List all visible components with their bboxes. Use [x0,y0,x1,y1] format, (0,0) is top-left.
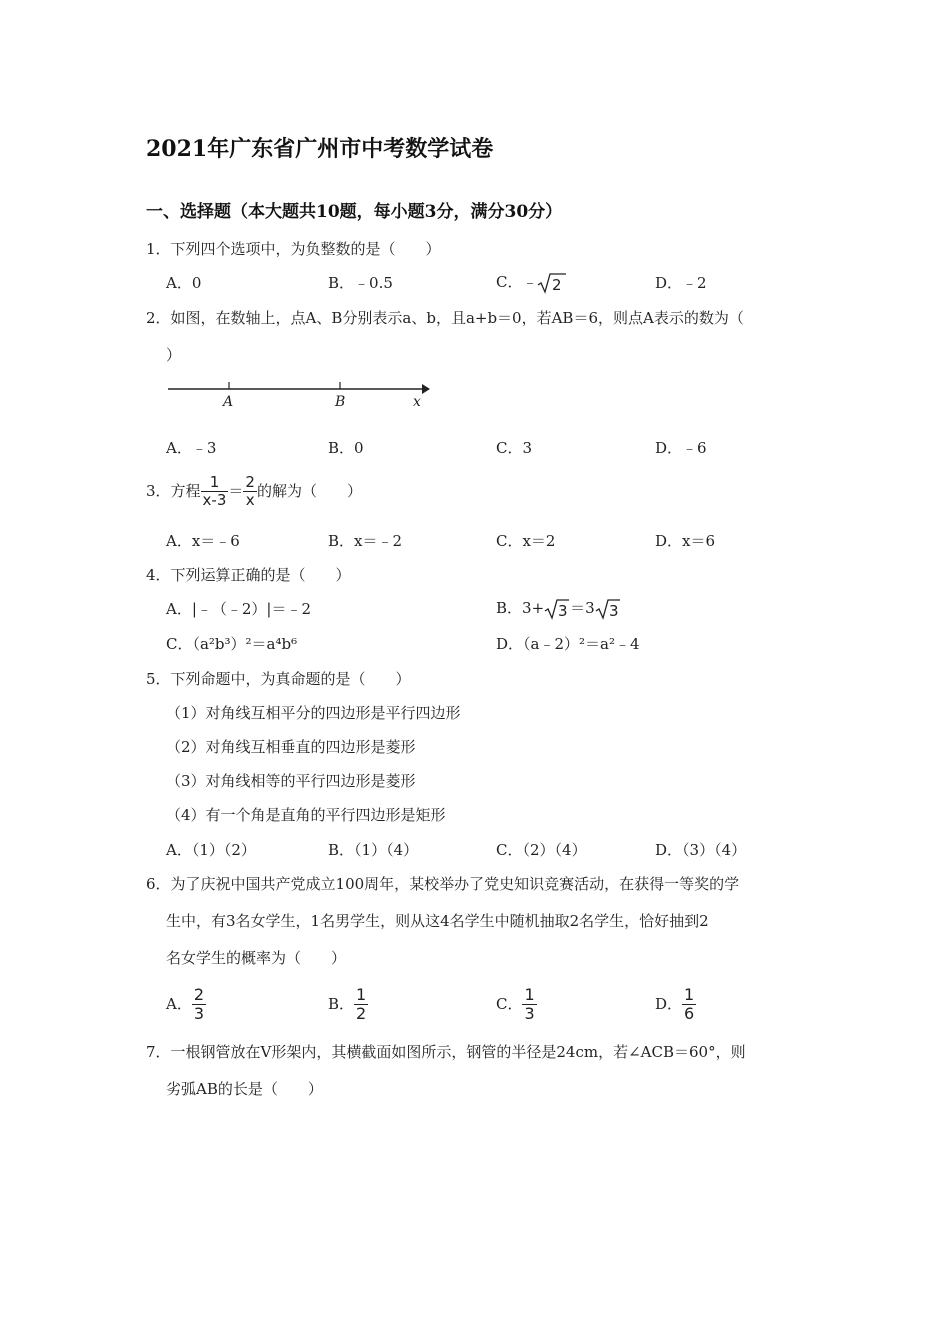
q3-f1-num: 1 [201,474,229,492]
q6-a-label: A． [166,995,192,1014]
q6-d-den: 6 [684,1004,695,1024]
question-6-line-2: 生中，有3名女学生，1名男学生，则从这4名学生中随机抽取2名学生，恰好抽到2 [166,912,709,930]
q3-option-a: A．x＝﹣6 [166,532,240,550]
q6-c-den: 3 [524,1004,535,1024]
q1-option-a: A．0 [166,274,202,292]
q6-c-label: C． [496,995,523,1014]
q2-option-a: A．﹣3 [166,439,217,457]
q6-c-fraction [522,986,536,1024]
sqrt-symbol [544,598,570,620]
question-2-stem: 2．如图，在数轴上，点A、B分别表示a、b，且a+b＝0，若AB＝6，则点A表示的数为（ [146,309,744,327]
q2-option-d: D．﹣6 [655,439,707,457]
q3-option-b: B．x＝﹣2 [328,532,403,550]
q2-option-b: B．0 [328,439,364,457]
question-5-stem: 5．下列命题中，为真命题的是（ ） [146,670,411,688]
q3-f1-den: x-3 [202,491,227,510]
sqrt-symbol [595,598,621,620]
q6-a-num: 2 [193,985,205,1004]
q6-b-den: 2 [356,1004,367,1024]
q5-option-c: C．（2）（4） [496,841,587,859]
q3-f2-den: x [245,491,255,510]
q6-d-num: 1 [684,985,695,1004]
question-6-line-1: 6．为了庆祝中国共产党成立100周年，某校举办了党史知识竞赛活动，在获得一等奖的学 [146,875,740,893]
q4-option-a: A．|﹣（﹣2）|＝﹣2 [166,600,312,618]
q6-option-b [328,986,368,1024]
question-7-line-1: 7．一根钢管放在V形架内，其横截面如图所示，钢管的半径是24cm，若∠ACB＝60°，则 [146,1043,746,1061]
q4-radicand-1: 3 [558,602,568,620]
q6-d-label: D． [655,995,683,1014]
q5-statement-4: （4）有一个角是直角的平行四边形是矩形 [166,806,446,824]
q5-option-d: D．（3）（4） [655,841,747,859]
question-4-stem: 4．下列运算正确的是（ ） [146,566,351,584]
q4-option-b [496,598,621,620]
label-x: x [413,394,421,410]
q6-b-num: 1 [356,985,367,1004]
q6-option-d [655,986,696,1024]
q5-option-a: A．（1）（2） [166,841,256,859]
q4-b-part2: ＝3 [570,599,595,617]
q3-option-c: C．x＝2 [496,532,556,550]
q6-option-a [166,986,206,1024]
q3-fraction-1 [201,474,229,510]
sqrt-symbol [537,272,567,294]
q2-option-c: C．3 [496,439,533,457]
q1-option-c [496,272,567,294]
section-heading: 一、选择题（本大题共10题，每小题3分，满分30分） [146,202,563,222]
q3-suffix: 的解为（ ） [256,482,362,501]
q3-fraction-2 [243,474,257,510]
q1-option-c-prefix: C．﹣ [496,273,538,291]
q3-option-d: D．x＝6 [655,532,716,550]
q6-a-den: 3 [193,1004,205,1024]
q5-statement-2: （2）对角线互相垂直的四边形是菱形 [166,738,416,756]
axis-arrow-icon [422,384,430,394]
question-6-line-3: 名女学生的概率为（ ） [166,949,347,967]
q6-option-c [496,986,537,1024]
q6-d-fraction [682,986,696,1024]
label-a: A [223,394,234,410]
question-7-line-2: 劣弧AB的长是（ ） [166,1080,323,1098]
q6-b-fraction [354,986,368,1024]
number-line-figure [168,380,432,410]
q6-a-fraction [192,986,206,1024]
q3-equals: ＝ [228,482,244,501]
question-1-stem: 1．下列四个选项中，为负整数的是（ ） [146,240,441,258]
question-3-stem [146,474,362,510]
q4-option-c: C．（a²b³）²＝a⁴b⁶ [166,635,298,653]
q3-f2-num: 2 [245,473,255,491]
label-b: B [335,394,346,410]
q4-b-part1: B．3+ [496,599,545,617]
q5-statement-3: （3）对角线相等的平行四边形是菱形 [166,772,416,790]
q5-statement-1: （1）对角线互相平分的四边形是平行四边形 [166,704,461,722]
page-title: 2021年广东省广州市中考数学试卷 [146,136,494,162]
q6-b-label: B． [328,995,355,1014]
q1-option-b: B．﹣0.5 [328,274,393,292]
q1-radicand: 2 [552,276,563,294]
q5-option-b: B．（1）（4） [328,841,419,859]
question-2-stem-close: ） [166,346,182,364]
q1-option-d: D．﹣2 [655,274,707,292]
q3-prefix: 3．方程 [146,482,201,501]
q4-option-d: D．（a﹣2）²＝a²﹣4 [496,635,640,653]
q6-c-num: 1 [524,985,535,1004]
q4-radicand-2: 3 [608,602,619,620]
